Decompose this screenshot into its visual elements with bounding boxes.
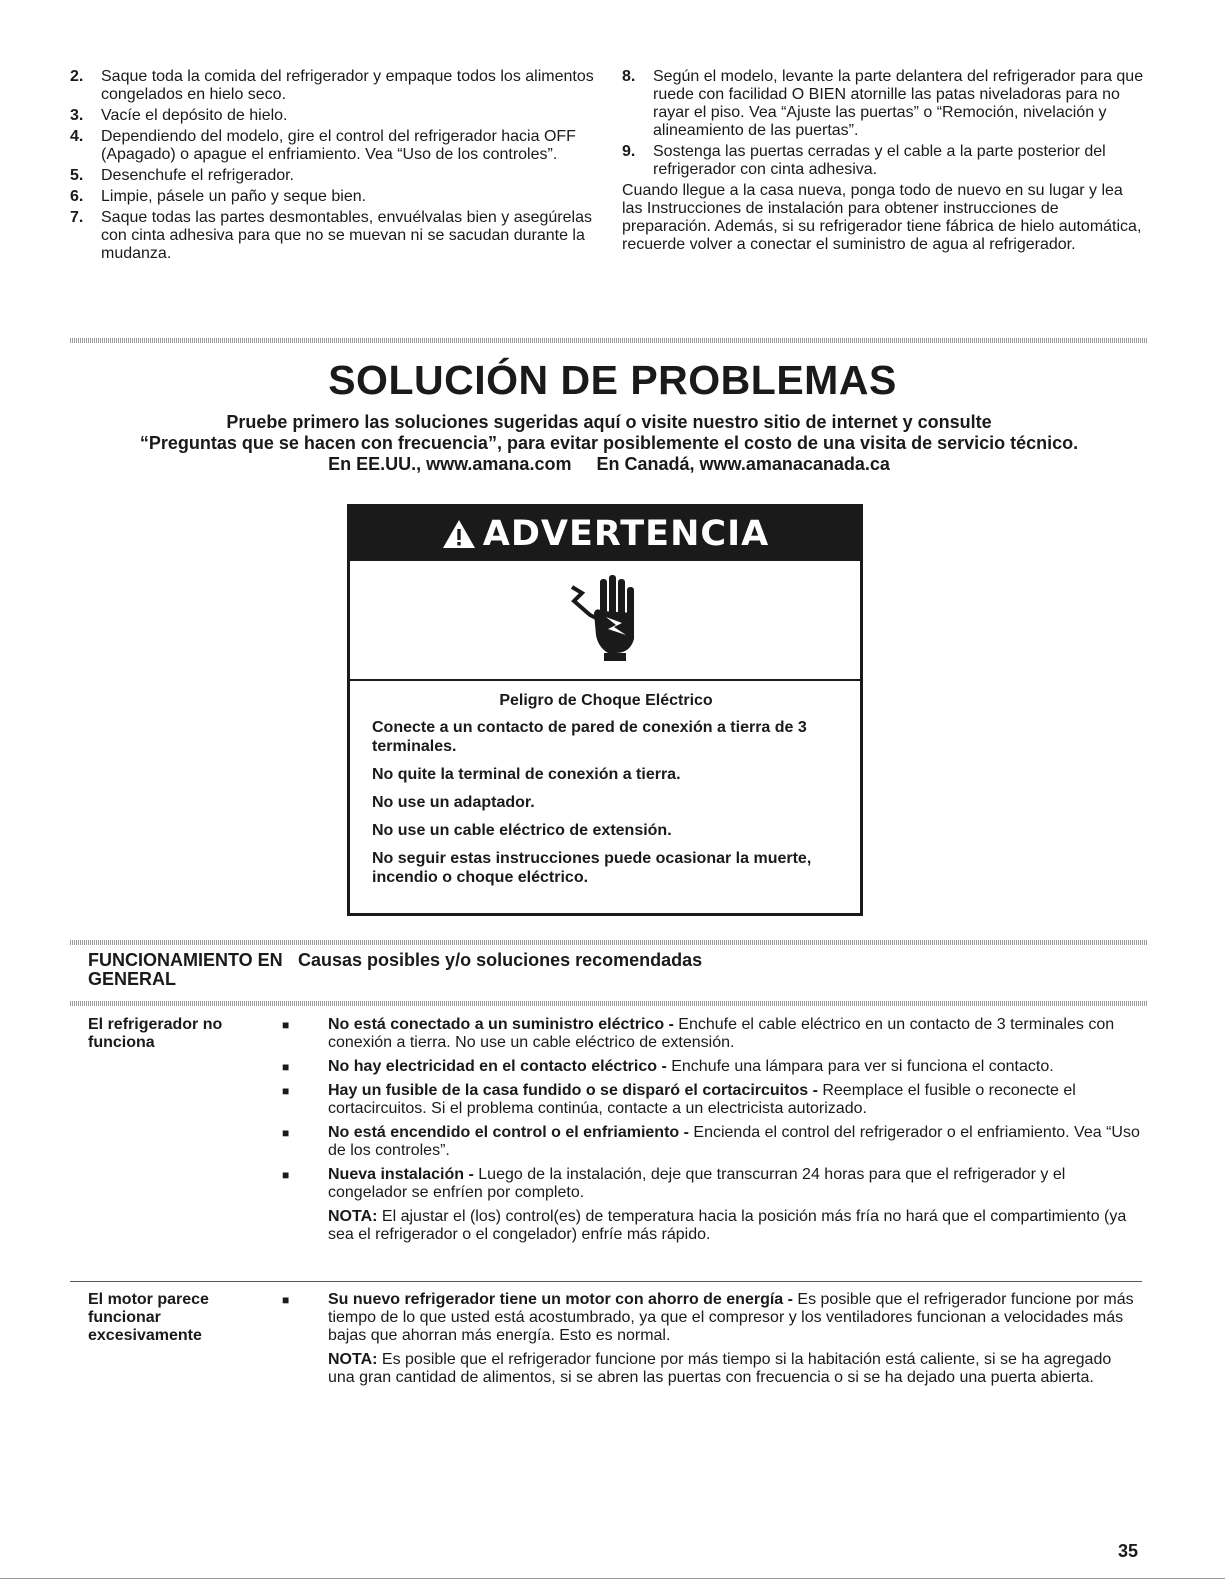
intro-line-2: “Preguntas que se hacen con frecuencia”, para evitar posiblemente el costo de una visita de servicio técnico. [139,433,1079,453]
solution-item: ■ Su nuevo refrigerador tiene un motor con ahorro de energía - Es posible que el refrigerador funcione por más tiempo de lo que usted está acostumbrado, ya que el compresor y los ventiladores funcionan a velocidades más bajas que ahorran más energía. Esto es normal. [282,1291,1134,1344]
url-canada: En Canadá, www.amanacanada.ca [596,454,890,474]
warning-line: No use un cable eléctrico de extensión. [372,822,672,839]
problem-label: El refrigerador no funciona [88,1016,223,1051]
warning-text [350,681,860,887]
website-links [70,454,1148,475]
bullet-square-icon: ■ [282,1293,290,1307]
bullet-square-icon: ■ [282,1018,290,1032]
solutions-list [282,1016,1142,1250]
electric-shock-hand-icon [560,573,650,668]
solution-item: ■ Hay un fusible de la casa fundido o se disparó el cortacircuitos - Reemplace el fusible o reconecte el cortacircuitos. Si el problema continúa, contacte a un electricista autorizado. [282,1082,1076,1117]
list-item: 6. Limpie, pásele un paño y seque bien. [70,188,367,205]
bullet-square-icon: ■ [282,1168,290,1182]
left-column [70,68,600,266]
list-item: 5. Desenchufe el refrigerador. [70,167,294,184]
list-item: 9. Sostenga las puertas cerradas y el cable a la parte posterior del refrigerador con cinta adhesiva. [622,143,1106,178]
table-header-solutions: Causas posibles y/o soluciones recomendadas [298,950,703,970]
bullet-square-icon: ■ [282,1060,290,1074]
intro-text [70,412,1148,475]
list-item: 8. Según el modelo, levante la parte delantera del refrigerador para que ruede con facilidad O BIEN atornille las patas niveladoras para no rayar el piso. Vea “Ajuste las puertas” o “Remoción, nivelación y alineamiento de las puertas”. [622,68,1144,139]
moving-paragraph: Cuando llegue a la casa nueva, ponga todo de nuevo en su lugar y lea las Instrucciones de instalación para obtener instrucciones de preparación. Además, si su refrigerador tiene fábrica de hielo automática, recuerde volver a conectar el suministro de agua al refrigerador. [622,182,1142,253]
warning-line: Conecte a un contacto de pared de conexión a tierra de 3 terminales. [372,719,807,755]
intro-line-1: Pruebe primero las soluciones sugeridas aquí o visite nuestro sitio de internet y consulte [226,412,992,432]
warning-header-text: ADVERTENCIA [482,514,770,554]
warning-line: No use un adaptador. [372,794,535,811]
page-number: 35 [1118,1541,1139,1561]
solutions-list [282,1291,1142,1393]
note: NOTA: Es posible que el refrigerador funcione por más tiempo si la habitación está caliente, si se ha agregado una gran cantidad de alimentos, si se abren las puertas con frecuencia o si se ha dejado una puerta abierta. [328,1351,1112,1386]
warning-header [350,507,860,561]
solution-item: ■ No está conectado a un suministro eléctrico - Enchufe el cable eléctrico en un contacto de 3 terminales con conexión a tierra. No use un cable eléctrico de extensión. [282,1016,1115,1051]
warning-line: No seguir estas instrucciones puede ocasionar la muerte, incendio o choque eléctrico. [372,850,812,886]
table-top-divider [70,940,1148,945]
solution-item: ■ Nueva instalación - Luego de la instalación, deje que transcurran 24 horas para que el refrigerador y el congelador se enfríen por completo. [282,1166,1066,1201]
table-header-divider [70,1001,1148,1006]
bullet-square-icon: ■ [282,1084,290,1098]
section-divider [70,338,1148,343]
list-item: 4. Dependiendo del modelo, gire el control del refrigerador hacia OFF (Apagado) o apague el enfriamiento. Vea “Uso de los controles”. [70,128,576,163]
list-item: 3. Vacíe el depósito de hielo. [70,107,288,124]
solution-item: ■ No hay electricidad en el contacto eléctrico - Enchufe una lámpara para ver si funciona el contacto. [282,1058,1054,1075]
warning-triangle-icon [441,518,477,550]
warning-line: No quite la terminal de conexión a tierra. [372,766,681,783]
warning-subtitle: Peligro de Choque Eléctrico [499,692,713,709]
right-column [622,68,1147,254]
bullet-square-icon: ■ [282,1126,290,1140]
solution-item: ■ No está encendido el control o el enfriamiento - Encienda el control del refrigerador o el enfriamiento. Vea “Uso de los controles”. [282,1124,1140,1159]
list-item: 7. Saque todas las partes desmontables, envuélvalas bien y asegúrelas con cinta adhesiva para que no se muevan ni se sacudan durante la mudanza. [70,209,592,262]
note: NOTA: El ajustar el (los) control(es) de temperatura hacia la posición más fría no hará que el compartimiento (ya sea el refrigerador o el congelador) enfríe más rápido. [328,1208,1127,1243]
icon-area [350,561,860,681]
url-us: En EE.UU., www.amana.com [328,454,572,474]
table-header-category: FUNCIONAMIENTO EN GENERAL [88,950,283,989]
list-item: 2. Saque toda la comida del refrigerador y empaque todos los alimentos congelados en hielo seco. [70,68,594,103]
problem-label: El motor parece funcionar excesivamente [88,1291,209,1344]
page-title: SOLUCIÓN DE PROBLEMAS [328,357,897,403]
row-divider [70,1281,1142,1282]
footer-line [0,1578,1225,1579]
warning-box [347,504,863,916]
